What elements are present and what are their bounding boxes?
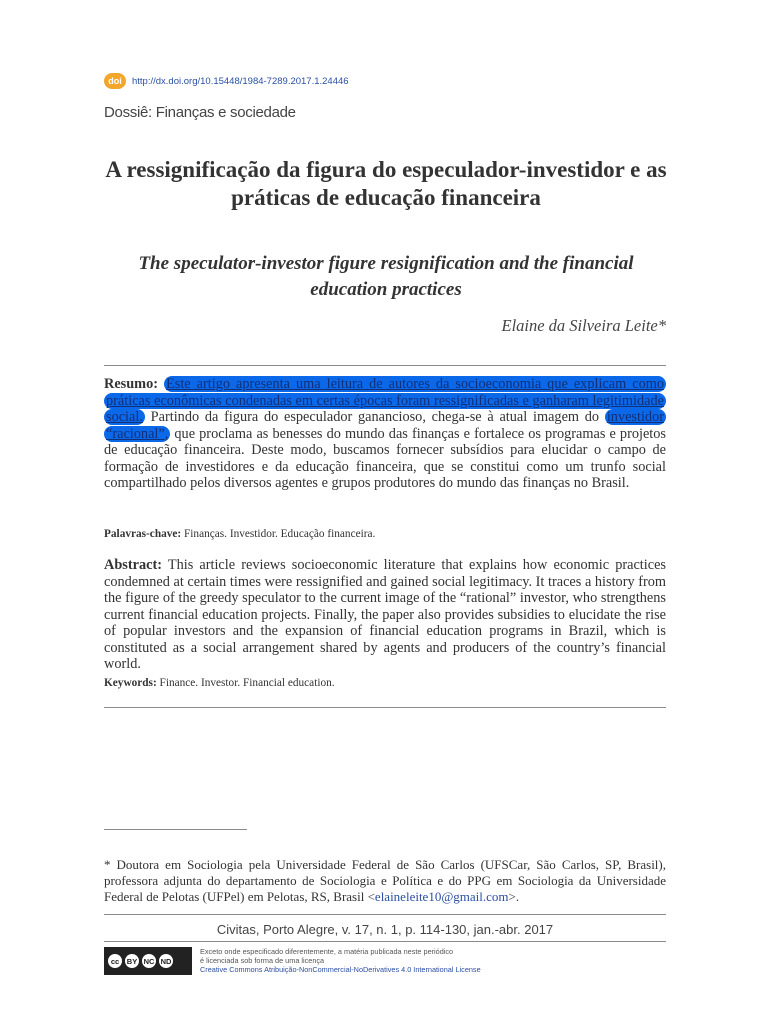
divider-citation-top (104, 914, 666, 915)
highlight-selection-1[interactable]: Este artigo apresenta uma leitura de autores da socioeconomia que explicam como práticas econômicas condenadas em certas épocas foram ressignificadas e ganharam legitimidade social. (106, 376, 665, 425)
nc-icon: NC (142, 954, 156, 968)
highlight-selection-2[interactable]: investidor “racional”, (106, 409, 664, 442)
footnote-end: >. (508, 889, 520, 904)
resumo-label: Resumo: (104, 376, 159, 392)
license-line-2: é licenciada sob forma de uma licença (200, 956, 325, 965)
section-label: Dossiê: Finanças e sociedade (104, 104, 296, 121)
abstract-label: Abstract: (104, 557, 162, 573)
divider-bottom (104, 707, 666, 708)
by-icon: BY (125, 954, 139, 968)
divider-top (104, 365, 666, 366)
license-row (104, 947, 574, 975)
license-line-1: Exceto onde especificado diferentemente, a matéria publicada neste periódico (200, 947, 454, 956)
license-text (200, 947, 481, 974)
nd-icon: ND (159, 954, 173, 968)
footnote-text: * Doutora em Sociologia pela Universidade Federal de São Carlos (UFSCar, São Carlos, SP, Brasil), professora adjunta do departamento de Sociologia e Política e do PPG em Sociologia da Universidade Federal de Pelotas (UFPel) em Pelotas, RS, Brasil < (104, 857, 666, 904)
resumo-paragraph (104, 376, 666, 492)
divider-citation-bottom (104, 941, 666, 942)
footnote-divider (104, 829, 247, 830)
keywords (104, 677, 666, 689)
journal-citation: Civitas, Porto Alegre, v. 17, n. 1, p. 114-130, jan.-abr. 2017 (216, 922, 554, 937)
footnote (104, 857, 666, 905)
palavras-chave-text: Finanças. Investidor. Educação financeira. (181, 528, 376, 540)
palavras-chave-label: Palavras-chave: (104, 528, 182, 540)
keywords-label: Keywords: (104, 677, 157, 689)
creative-commons-badge[interactable] (104, 947, 192, 975)
doi-icon: doi (104, 73, 126, 89)
author-email-link[interactable]: elaineleite10@gmail.com (374, 889, 509, 904)
doi-row (104, 72, 349, 90)
keywords-text: Finance. Investor. Financial education. (156, 677, 335, 689)
cc-icon: cc (108, 954, 122, 968)
abstract-paragraph (104, 557, 666, 673)
author-name: Elaine da Silveira Leite* (501, 316, 666, 335)
resumo-text-2: que proclama as benesses do mundo das finanças e fortalece os programas e projetos de educação financeira. Deste modo, buscamos fornecer subsídios para elucidar o campo de formação de investidores e da educação financeira, que se constitui como um trunfo social compartilhado pelos diversos agentes e grupos produtores do mundo das finanças no Brasil. (104, 425, 666, 491)
doi-link[interactable]: http://dx.doi.org/10.15448/1984-7289.2017.1.24446 (132, 75, 349, 87)
article-title: A ressignificação da figura do especulador-investidor e as práticas de educação financeira (105, 157, 667, 210)
palavras-chave (104, 528, 666, 540)
abstract-text: This article reviews socioeconomic literature that explains how economic practices condemned at certain times were ressignified and gained social legitimacy. It traces a history from the figure of the greedy speculator to the current image of the “rational” investor, who strengthens current financial education projects. Finally, the paper also provides subsidies to elucidate the rise of popular investors and the expansion of financial education programs in Brazil, which is constituted as a social arrangement shared by agents and producers of the country’s financial world. (104, 557, 666, 672)
resumo-text-1: Partindo da figura do especulador ganancioso, chega-se à atual imagem do (144, 409, 605, 425)
license-link[interactable]: Creative Commons Atribuição-NonCommercial-NoDerivatives 4.0 International License (200, 965, 481, 974)
article-subtitle: The speculator-investor figure resignification and the financial education practices (138, 253, 634, 300)
